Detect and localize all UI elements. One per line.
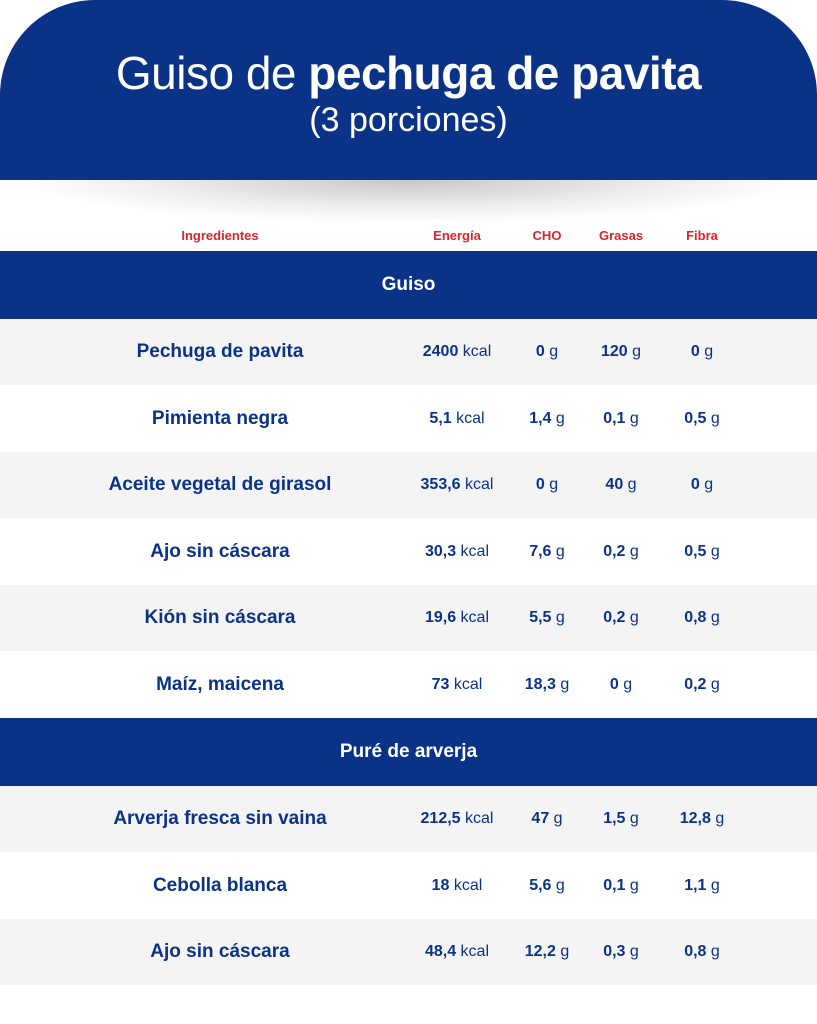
title-light: Guiso de (115, 47, 309, 99)
grasas-value: 1,5 g (603, 810, 639, 827)
col-cho-header: CHO (532, 228, 562, 243)
table-row (0, 519, 817, 585)
ingredient-name: Ajo sin cáscara (150, 941, 290, 962)
cho-value: 12,2 g (524, 943, 570, 960)
energy-value: 48,4 kcal (424, 943, 490, 960)
table-row (0, 786, 817, 852)
title-bold: pechuga de pavita (308, 47, 702, 99)
ingredient-name: Arverja fresca sin vaina (113, 808, 327, 829)
recipe-title (0, 46, 817, 100)
recipe-subtitle: (3 porciones) (309, 101, 508, 139)
section-header: Puré de arverja (0, 718, 817, 786)
energy-value: 18 kcal (431, 876, 483, 894)
cho-value: 5,6 g (529, 876, 565, 894)
grasas-value: 0,1 g (603, 409, 639, 427)
col-grasas-header: Grasas (598, 228, 644, 243)
fibra-value: 0 g (690, 343, 714, 360)
grasas-value: 0,1 g (603, 876, 639, 894)
table-row (0, 585, 817, 651)
table-row (0, 386, 817, 452)
header-shadow (40, 180, 777, 220)
col-energia-header: Energía (433, 228, 481, 243)
cho-value: 0 g (535, 476, 559, 493)
cho-value: 5,5 g (529, 609, 565, 626)
fibra-value: 0,2 g (684, 675, 720, 693)
cho-value: 0 g (535, 343, 559, 360)
ingredient-name: Cebolla blanca (152, 874, 288, 896)
fibra-value: 0,5 g (684, 542, 720, 560)
fibra-value: 0,8 g (684, 609, 720, 626)
ingredient-name: Pechuga de pavita (136, 341, 304, 362)
grasas-value: 0,2 g (603, 609, 639, 626)
fibra-value: 1,1 g (684, 876, 720, 894)
grasas-value: 0,2 g (603, 542, 639, 560)
cho-value: 1,4 g (529, 409, 565, 427)
fibra-value: 0 g (690, 476, 714, 493)
ingredient-name: Maíz, maicena (156, 673, 284, 695)
section-header: Guiso (0, 251, 817, 319)
grasas-value: 0,3 g (603, 943, 639, 960)
grasas-value: 0 g (609, 675, 633, 693)
ingredient-name: Pimienta negra (151, 407, 289, 429)
energy-value: 73 kcal (431, 675, 483, 693)
energy-value: 19,6 kcal (424, 609, 490, 626)
energy-value: 2400 kcal (422, 343, 492, 360)
table-row (0, 853, 817, 919)
table-row (0, 652, 817, 718)
fibra-value: 12,8 g (679, 810, 725, 827)
cho-value: 7,6 g (529, 542, 565, 560)
fibra-value: 0,5 g (684, 409, 720, 427)
col-fibra-header: Fibra (686, 228, 718, 243)
grasas-value: 40 g (605, 476, 637, 493)
ingredient-name: Aceite vegetal de girasol (108, 474, 332, 495)
table-row (0, 452, 817, 518)
fibra-value: 0,8 g (684, 943, 720, 960)
grasas-value: 120 g (600, 343, 642, 360)
cho-value: 18,3 g (524, 675, 570, 693)
table-row (0, 319, 817, 385)
ingredient-name: Kión sin cáscara (144, 607, 296, 628)
energy-value: 353,6 kcal (420, 476, 494, 493)
energy-value: 5,1 kcal (429, 409, 485, 427)
table-row (0, 919, 817, 985)
recipe-header (0, 0, 817, 180)
energy-value: 30,3 kcal (424, 542, 490, 560)
energy-value: 212,5 kcal (420, 810, 494, 827)
ingredient-name: Ajo sin cáscara (150, 540, 290, 562)
col-ingredientes-header: Ingredientes (181, 228, 259, 243)
cho-value: 47 g (531, 810, 563, 827)
